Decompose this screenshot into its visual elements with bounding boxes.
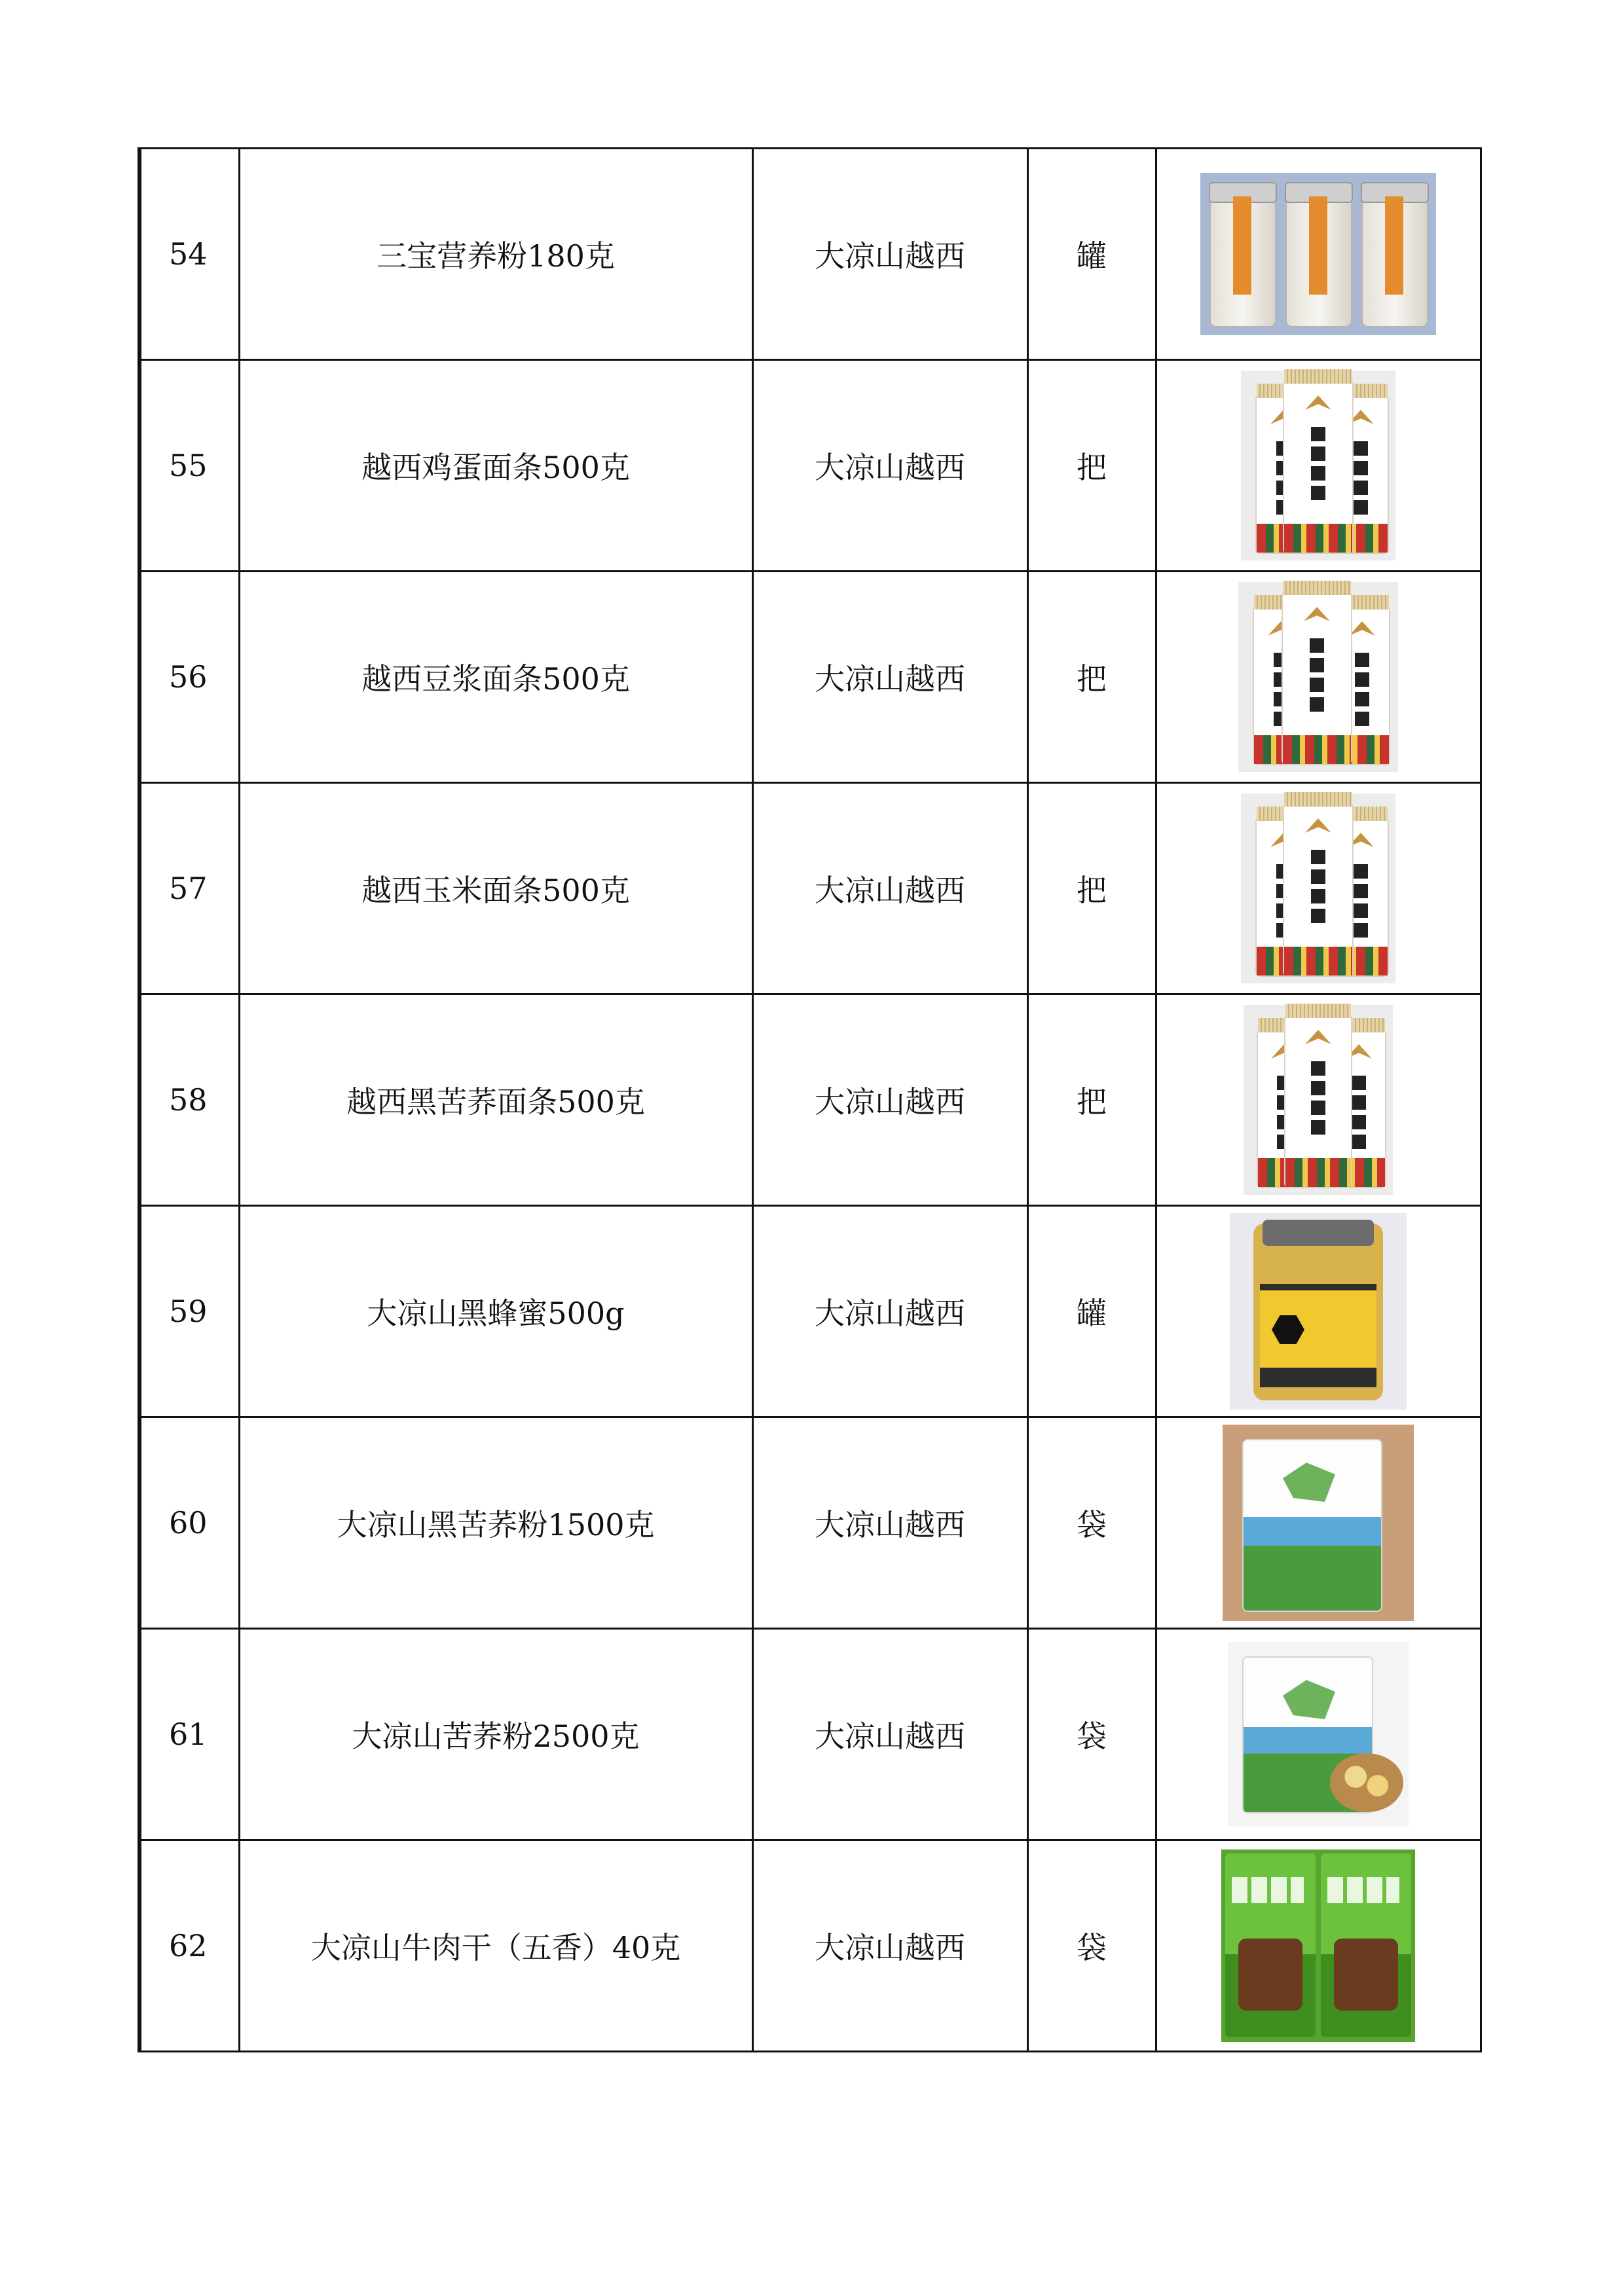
row-number: 58	[139, 994, 239, 1206]
product-unit: 把	[1027, 994, 1156, 1206]
product-table	[138, 147, 1482, 2052]
table-row	[139, 1629, 1481, 1840]
product-photo-cell	[1156, 572, 1481, 783]
product-origin: 大凉山越西	[752, 1840, 1027, 2052]
row-number: 62	[139, 1840, 239, 2052]
product-origin: 大凉山越西	[752, 1206, 1027, 1417]
product-origin: 大凉山越西	[752, 360, 1027, 572]
product-photo	[1244, 1005, 1393, 1195]
product-photo-cell	[1156, 149, 1481, 360]
row-number: 54	[139, 149, 239, 360]
product-photo	[1228, 1642, 1409, 1827]
table-row	[139, 783, 1481, 994]
product-photo	[1230, 1213, 1407, 1410]
product-name: 三宝营养粉180克	[239, 149, 752, 360]
product-name: 大凉山黑蜂蜜500g	[239, 1206, 752, 1417]
product-origin: 大凉山越西	[752, 149, 1027, 360]
table-row	[139, 572, 1481, 783]
product-name: 越西鸡蛋面条500克	[239, 360, 752, 572]
product-name: 越西玉米面条500克	[239, 783, 752, 994]
product-photo	[1241, 793, 1395, 983]
row-number: 60	[139, 1417, 239, 1629]
table-row	[139, 994, 1481, 1206]
product-origin: 大凉山越西	[752, 1629, 1027, 1840]
product-photo-cell	[1156, 1206, 1481, 1417]
product-name: 越西黑苦荞面条500克	[239, 994, 752, 1206]
table-row	[139, 1840, 1481, 2052]
row-number: 61	[139, 1629, 239, 1840]
product-photo-cell	[1156, 1629, 1481, 1840]
table-row	[139, 149, 1481, 360]
product-unit: 把	[1027, 783, 1156, 994]
product-photo-cell	[1156, 360, 1481, 572]
product-unit: 袋	[1027, 1840, 1156, 2052]
product-origin: 大凉山越西	[752, 1417, 1027, 1629]
product-unit: 袋	[1027, 1629, 1156, 1840]
product-name: 大凉山黑苦荞粉1500克	[239, 1417, 752, 1629]
product-origin: 大凉山越西	[752, 994, 1027, 1206]
product-name: 大凉山牛肉干（五香）40克	[239, 1840, 752, 2052]
product-name: 大凉山苦荞粉2500克	[239, 1629, 752, 1840]
product-photo-cell	[1156, 994, 1481, 1206]
table-row	[139, 1206, 1481, 1417]
product-photo	[1223, 1425, 1414, 1621]
product-photo	[1238, 582, 1398, 772]
product-unit: 把	[1027, 572, 1156, 783]
product-unit: 把	[1027, 360, 1156, 572]
table-row	[139, 360, 1481, 572]
product-name: 越西豆浆面条500克	[239, 572, 752, 783]
product-unit: 罐	[1027, 149, 1156, 360]
product-photo	[1221, 1850, 1415, 2042]
row-number: 59	[139, 1206, 239, 1417]
product-origin: 大凉山越西	[752, 572, 1027, 783]
product-origin: 大凉山越西	[752, 783, 1027, 994]
row-number: 57	[139, 783, 239, 994]
product-photo-cell	[1156, 1417, 1481, 1629]
product-unit: 袋	[1027, 1417, 1156, 1629]
row-number: 55	[139, 360, 239, 572]
product-photo-cell	[1156, 783, 1481, 994]
product-unit: 罐	[1027, 1206, 1156, 1417]
table-row	[139, 1417, 1481, 1629]
product-photo	[1200, 173, 1436, 335]
product-photo	[1241, 371, 1395, 560]
product-photo-cell	[1156, 1840, 1481, 2052]
row-number: 56	[139, 572, 239, 783]
